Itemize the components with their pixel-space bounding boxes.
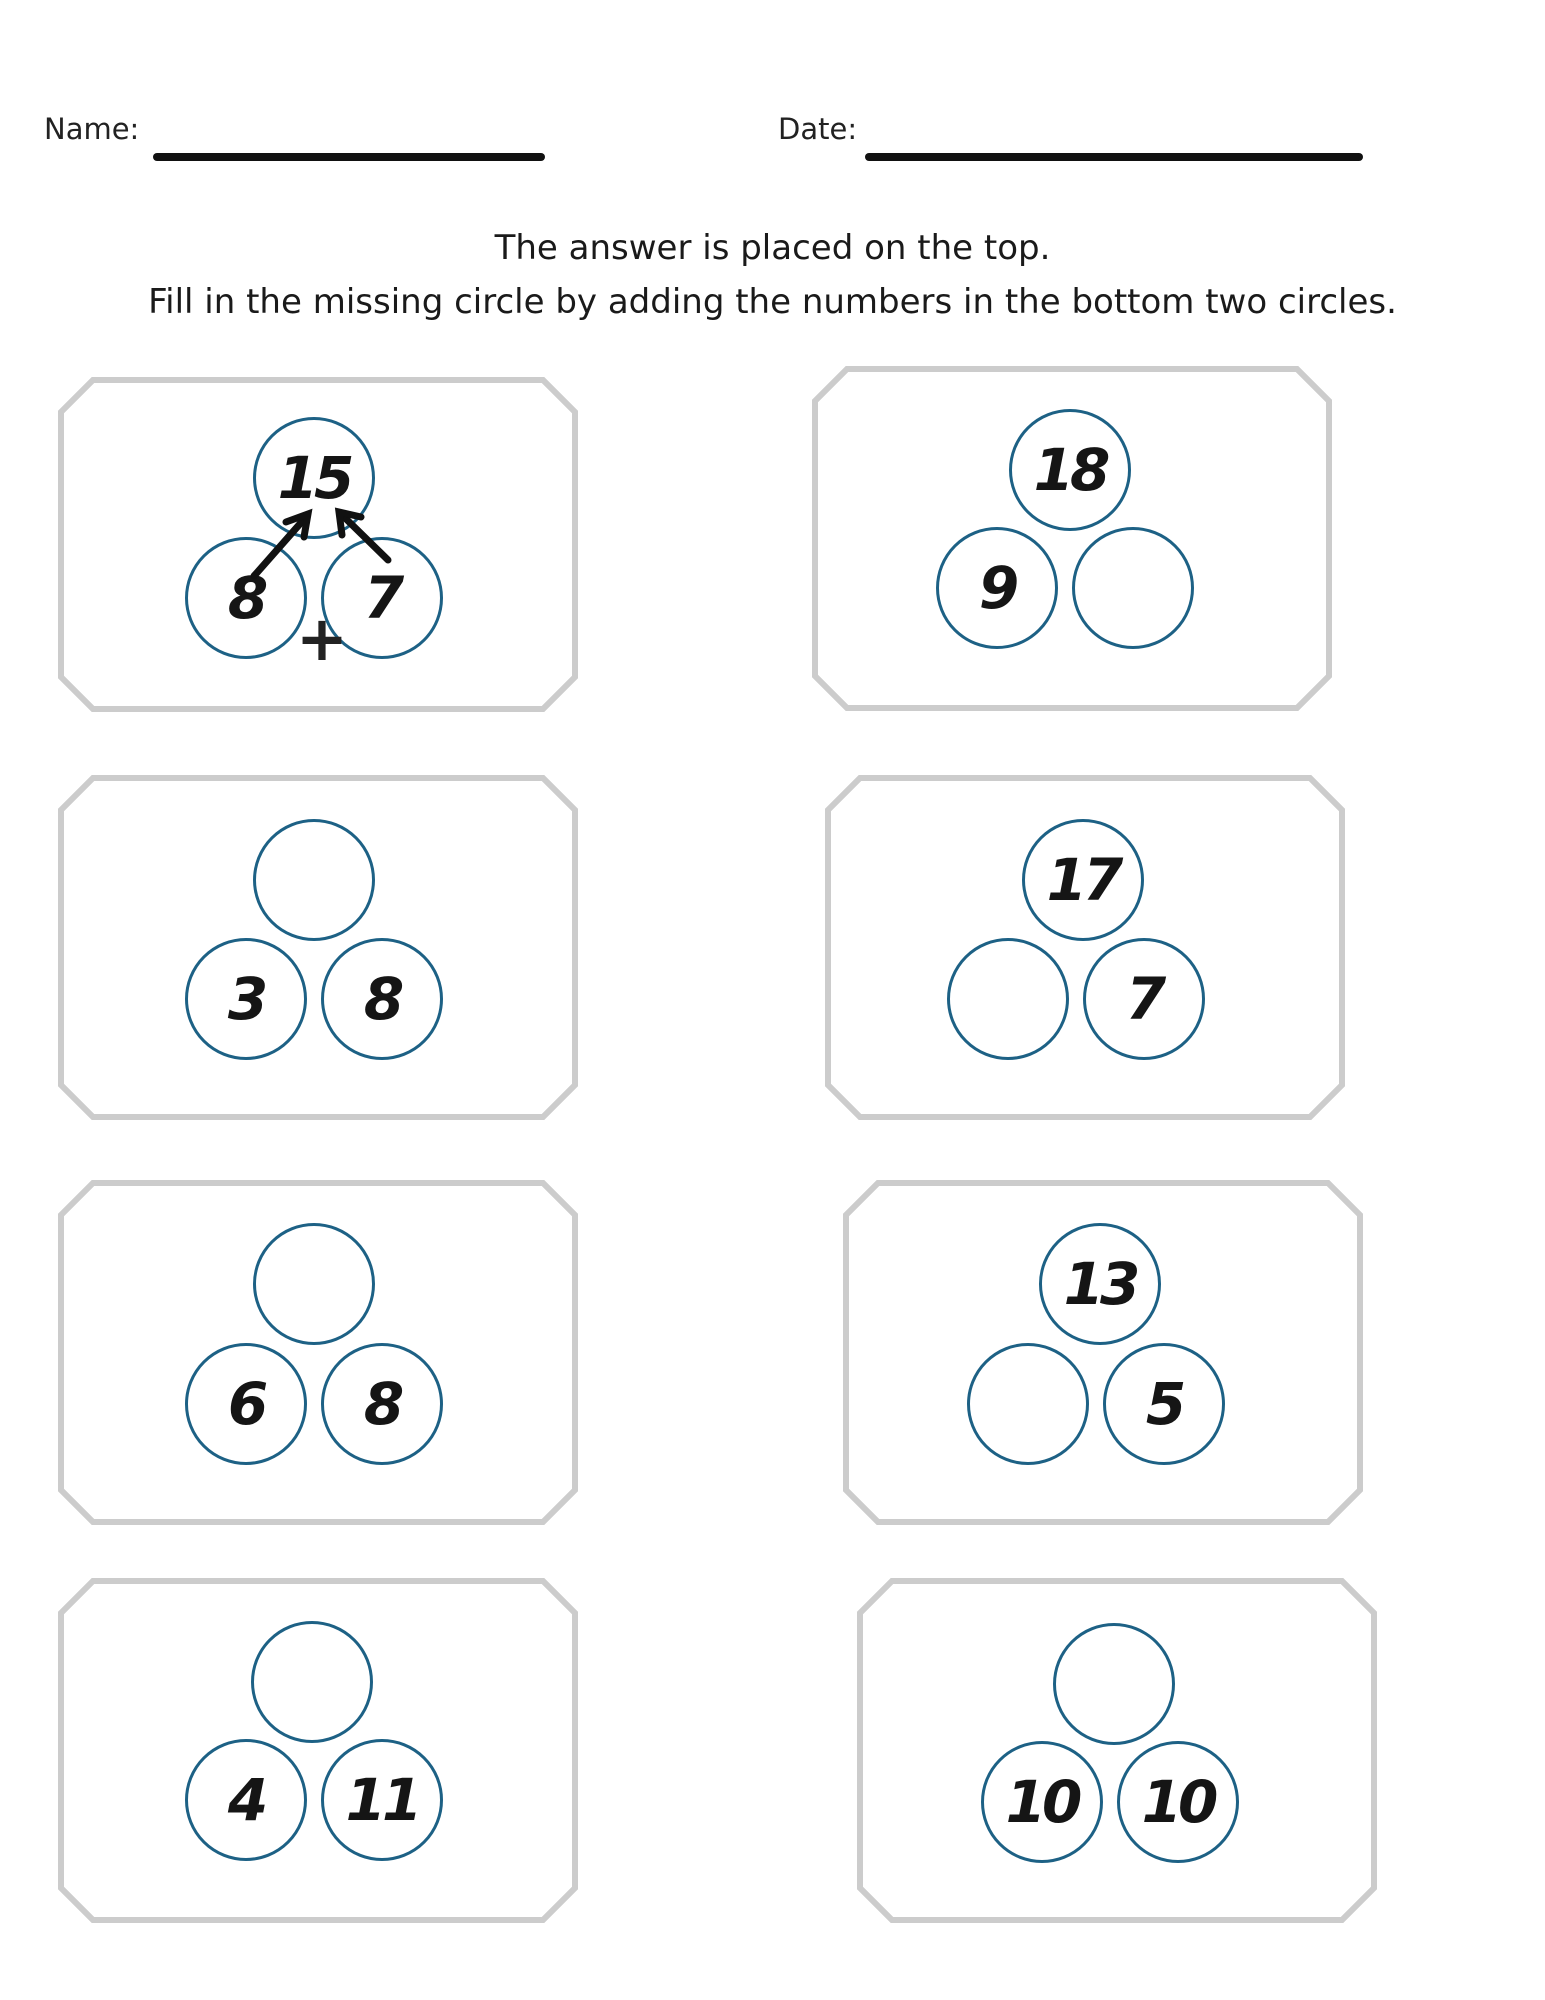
instruction-line-2: Fill in the missing circle by adding the numbers in the bottom two circles.	[148, 282, 1397, 322]
addend-left-circle[interactable]: 9	[936, 527, 1058, 649]
problem-card-3	[58, 775, 578, 1110]
problem-card-8	[857, 1578, 1377, 1913]
sum-circle[interactable]: 17	[1022, 819, 1144, 941]
instruction-line-1: The answer is placed on the top.	[494, 228, 1051, 268]
addend-right-circle[interactable]: 5	[1103, 1343, 1225, 1465]
addend-left-circle[interactable]: 8	[185, 537, 307, 659]
sum-circle[interactable]: 13	[1039, 1223, 1161, 1345]
addend-left-circle[interactable]	[967, 1343, 1089, 1465]
sum-circle[interactable]	[251, 1621, 373, 1743]
problem-card-7	[58, 1578, 578, 1913]
addend-right-circle[interactable]: 10	[1117, 1741, 1239, 1863]
problem-card-1	[58, 377, 578, 712]
addend-right-circle[interactable]	[1072, 527, 1194, 649]
addend-left-circle[interactable]	[947, 938, 1069, 1060]
addend-right-circle[interactable]: 7	[1083, 938, 1205, 1060]
problem-card-6	[843, 1180, 1363, 1515]
addend-left-circle[interactable]: 4	[185, 1739, 307, 1861]
date-field[interactable]	[865, 153, 1363, 161]
name-label: Name:	[44, 112, 140, 146]
sum-circle[interactable]: 18	[1009, 409, 1131, 531]
sum-circle[interactable]	[253, 819, 375, 941]
addend-right-circle[interactable]: 8	[321, 1343, 443, 1465]
plus-sign: +	[296, 602, 348, 675]
problem-card-5	[58, 1180, 578, 1515]
addend-right-circle[interactable]: 7	[321, 537, 443, 659]
addend-right-circle[interactable]: 8	[321, 938, 443, 1060]
addend-right-circle[interactable]: 11	[321, 1739, 443, 1861]
problem-card-4	[825, 775, 1345, 1110]
sum-circle[interactable]	[253, 1223, 375, 1345]
addend-left-circle[interactable]: 10	[981, 1741, 1103, 1863]
addend-left-circle[interactable]: 6	[185, 1343, 307, 1465]
addend-left-circle[interactable]: 3	[185, 938, 307, 1060]
name-field[interactable]	[153, 153, 545, 161]
sum-circle[interactable]	[1053, 1623, 1175, 1745]
problem-card-2	[812, 366, 1332, 701]
sum-circle[interactable]: 15	[253, 417, 375, 539]
date-label: Date:	[778, 112, 858, 146]
